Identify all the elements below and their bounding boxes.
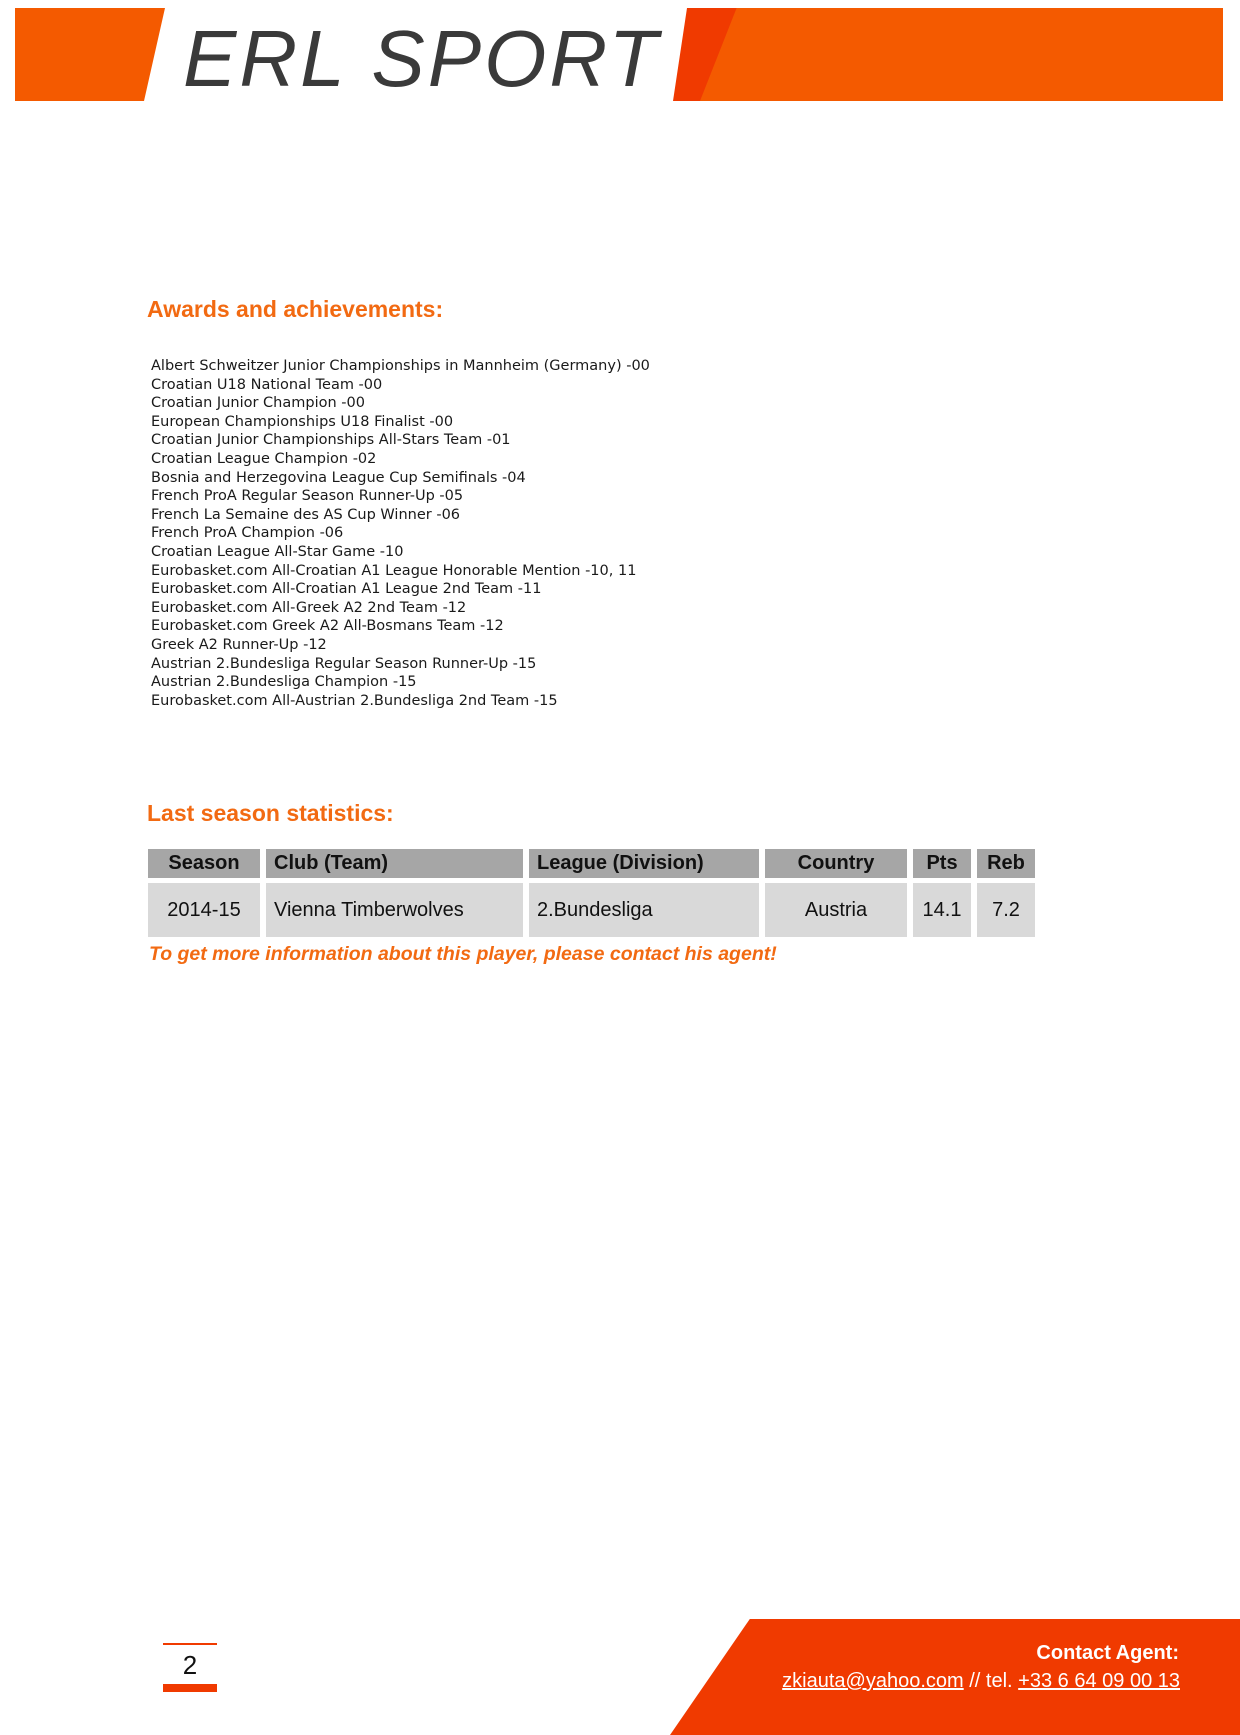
column-header-club: Club (Team): [266, 849, 523, 878]
cell-club: Vienna Timberwolves: [266, 883, 523, 937]
stats-header-row: [148, 849, 1035, 878]
award-item: Croatian League Champion -02: [151, 450, 377, 467]
award-item: Greek A2 Runner-Up -12: [151, 636, 327, 653]
award-item: Austrian 2.Bundesliga Regular Season Runner-Up -15: [151, 655, 537, 672]
awards-title: Awards and achievements:: [147, 296, 444, 322]
stats-title: Last season statistics:: [147, 800, 394, 826]
agent-email-link[interactable]: zkiauta@yahoo.com: [782, 1670, 964, 1692]
award-item: Austrian 2.Bundesliga Champion -15: [151, 674, 417, 691]
cell-pts: 14.1: [913, 883, 971, 937]
contact-separator: // tel.: [969, 1670, 1013, 1692]
award-item: French ProA Regular Season Runner-Up -05: [151, 488, 464, 505]
award-item: Eurobasket.com All-Croatian A1 League 2nd Team -11: [151, 581, 542, 598]
award-item: Croatian Junior Champion -00: [151, 395, 365, 412]
header-accent-left: [15, 8, 165, 101]
cell-country: Austria: [765, 883, 907, 937]
page-number-rule-top: [163, 1643, 217, 1645]
award-item: Bosnia and Herzegovina League Cup Semifinals -04: [151, 469, 526, 486]
award-item: French ProA Champion -06: [151, 525, 344, 542]
cell-league: 2.Bundesliga: [529, 883, 759, 937]
page-number-rule-bottom: [163, 1684, 217, 1692]
award-item: Albert Schweitzer Junior Championships in Mannheim (Germany) -00: [151, 358, 650, 374]
award-item: Eurobasket.com All-Greek A2 2nd Team -12: [151, 599, 467, 616]
table-row: [148, 883, 1035, 937]
column-header-league: League (Division): [529, 849, 759, 878]
award-item: Croatian Junior Championships All-Stars Team -01: [151, 432, 511, 449]
header-accent-right: [700, 8, 1223, 101]
column-header-season: Season: [148, 849, 260, 878]
brand-logo-text: ERL SPORT: [183, 14, 661, 103]
page-number: 2: [182, 1650, 198, 1680]
award-item: Eurobasket.com Greek A2 All-Bosmans Team -12: [151, 618, 504, 635]
award-item: European Championships U18 Finalist -00: [151, 413, 454, 430]
cell-reb: 7.2: [977, 883, 1035, 937]
stats-table: [142, 844, 1041, 942]
agent-phone-link[interactable]: +33 6 64 09 00 13: [1018, 1670, 1180, 1692]
award-item: Croatian U18 National Team -00: [151, 376, 383, 393]
award-item: Eurobasket.com All-Austrian 2.Bundesliga 2nd Team -15: [151, 692, 558, 709]
contact-details: [782, 1670, 1180, 1693]
column-header-reb: Reb: [977, 849, 1035, 878]
award-item: Eurobasket.com All-Croatian A1 League Honorable Mention -10, 11: [151, 562, 637, 579]
award-item: Croatian League All-Star Game -10: [151, 543, 404, 560]
contact-agent-note: To get more information about this player, please contact his agent!: [149, 943, 777, 965]
contact-agent-label: Contact Agent:: [1036, 1642, 1179, 1664]
column-header-country: Country: [765, 849, 907, 878]
column-header-pts: Pts: [913, 849, 971, 878]
award-item: French La Semaine des AS Cup Winner -06: [151, 506, 461, 523]
cell-season: 2014-15: [148, 883, 260, 937]
awards-list: [151, 357, 851, 710]
